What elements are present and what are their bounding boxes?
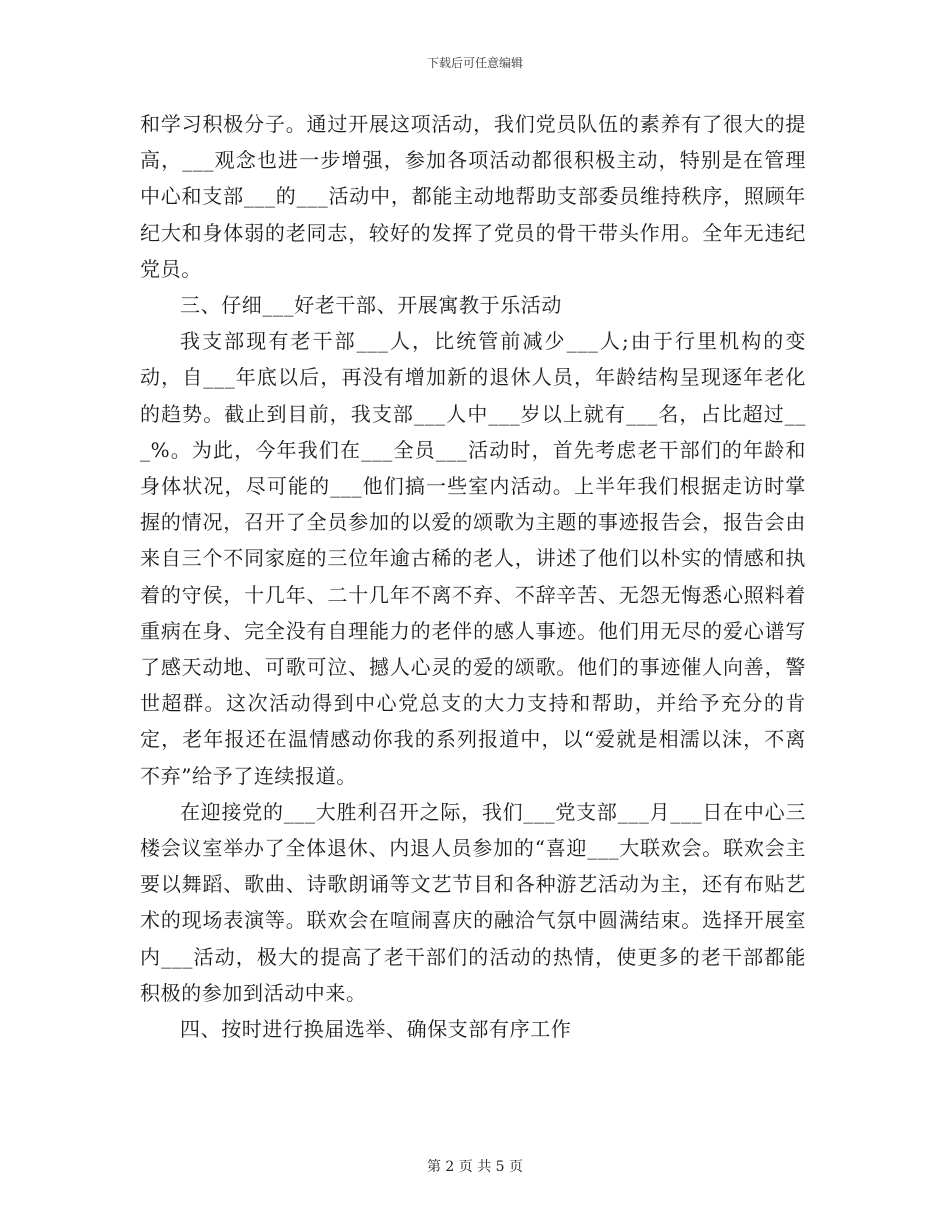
paragraph-continuation: 和学习积极分子。通过开展这项活动，我们党员队伍的素养有了很大的提高，___观念也进一步增强，参加各项活动都很积极主动，特别是在管理中心和支部___的___活动中，都能主动地帮助支部委员维持秩序，照顾年纪大和身体弱的老同志，较好的发挥了党员的骨干带头作用。全年无违纪党员。 <box>140 112 806 281</box>
section-heading-3: 三、仔细___好老干部、开展寓教于乐活动 <box>180 293 562 318</box>
paragraph-veteran-cadres: 我支部现有老干部___人，比统管前减少___人;由于行里机构的变动，自___年底以后，再没有增加新的退休人员，年龄结构呈现逐年老化的趋势。截止到目前，我支部___人中___岁以上就有___名，占比超过___%。为此，今年我们在___全员___活动时，首先考虑老干部们的年龄和身体状况，尽可能的___他们搞一些室内活动。上半年我们根据走访时掌握的情况，召开了全员参加的以爱的颂歌为主题的事迹报告会，报告会由来自三个不同家庭的三位年逾古稀的老人，讲述了他们以朴实的情感和执着的守侯，十几年、二十几年不离不弃、不辞辛苦、无怨无悔悉心照料着重病在身、完全没有自理能力的老伴的感人事迹。他们用无尽的爱心谱写了感天动地、可歌可泣、撼人心灵的爱的颂歌。他们的事迹催人向善，警世超群。这次活动得到中心党总支的大力支持和帮助，并给予充分的肯定，老年报还在温情感动你我的系列报道中，以“爱就是相濡以沫，不离不弃”给予了连续报道。 <box>140 329 806 788</box>
section-heading-4: 四、按时进行换届选举、确保支部有序工作 <box>180 1017 572 1042</box>
page-header: 下载后可任意编辑 <box>426 56 523 70</box>
page-number: 第 2 页 共 5 页 <box>426 1159 524 1175</box>
paragraph-gala: 在迎接党的___大胜利召开之际，我们___党支部___月___日在中心三楼会议室举办了全体退休、内退人员参加的“喜迎___大联欢会。联欢会主要以舞蹈、歌曲、诗歌朗诵等文艺节目和各种游艺活动为主，还有布贴艺术的现场表演等。联欢会在喧闹喜庆的融洽气氛中圆满结束。选择开展室内___活动，极大的提高了老干部们的活动的热情，使更多的老干部都能积极的参加到活动中来。 <box>140 799 806 1005</box>
document-body <box>140 106 806 1047</box>
